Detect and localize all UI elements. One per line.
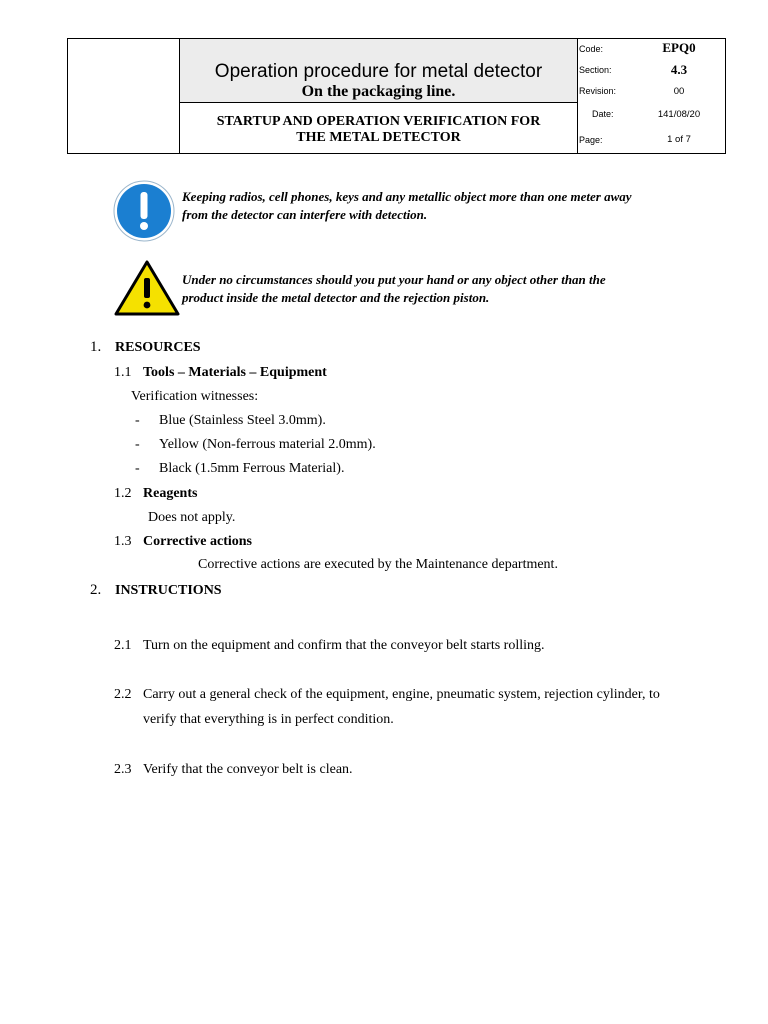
- meta-value: EPQ0: [662, 40, 696, 55]
- witness-item: Black (1.5mm Ferrous Material).: [159, 461, 345, 476]
- notice-info: [112, 180, 732, 242]
- info-exclamation-icon: [112, 180, 176, 242]
- subsection-number: 1.1: [114, 365, 132, 380]
- notice-warning: [112, 258, 732, 316]
- reagents-text: Does not apply.: [148, 510, 236, 525]
- section-number: 2.: [90, 582, 102, 598]
- meta-code: [578, 39, 725, 62]
- meta-revision: [578, 83, 725, 106]
- notice-line: from the detector can interfere with detection.: [182, 207, 428, 222]
- notice-line: Keeping radios, cell phones, keys and any metallic object more than one meter away: [182, 189, 632, 204]
- notice-line: Under no circumstances should you put your hand or any object other than the: [182, 272, 606, 287]
- meta-value: 141/08/20: [657, 109, 701, 120]
- notice-line: product inside the metal detector and the rejection piston.: [182, 290, 490, 305]
- notice-info-text: [182, 188, 727, 224]
- subsection-heading-tools: Tools – Materials – Equipment: [143, 365, 327, 380]
- meta-label: Date:: [592, 109, 614, 119]
- section-heading-resources: RESOURCES: [115, 340, 201, 355]
- subsection-number: 1.3: [114, 534, 132, 549]
- section-heading-instructions: INSTRUCTIONS: [115, 583, 222, 598]
- corrective-text: Corrective actions are executed by the Maintenance department.: [198, 557, 558, 572]
- meta-section: [578, 60, 725, 83]
- meta-date: [578, 107, 725, 130]
- document-title: Operation procedure for metal detector: [214, 61, 543, 82]
- witness-item: Blue (Stainless Steel 3.0mm).: [159, 413, 326, 428]
- document-header: [67, 38, 726, 154]
- logo-cell: [68, 39, 180, 153]
- meta-value: 00: [673, 86, 685, 97]
- bullet-marker: -: [135, 437, 140, 452]
- step-number: 2.1: [114, 638, 132, 653]
- notice-warning-text: [182, 271, 727, 307]
- subject-line-1: STARTUP AND OPERATION VERIFICATION FOR: [216, 114, 541, 129]
- witness-item: Yellow (Non-ferrous material 2.0mm).: [159, 437, 376, 452]
- step-number: 2.2: [114, 687, 132, 702]
- meta-value: 1 of 7: [667, 134, 691, 145]
- step-text: Verify that the conveyor belt is clean.: [143, 762, 353, 777]
- title-cell: [180, 39, 578, 103]
- meta-label: Revision:: [579, 86, 617, 96]
- step-text: Carry out a general check of the equipment, engine, pneumatic system, rejection cylinder, to: [143, 687, 660, 702]
- section-number: 1.: [90, 339, 102, 355]
- meta-label: Section:: [579, 65, 612, 75]
- meta-label: Page:: [579, 135, 603, 145]
- warning-triangle-icon: [114, 260, 180, 316]
- bullet-marker: -: [135, 461, 140, 476]
- subsection-heading-corrective: Corrective actions: [143, 534, 252, 549]
- meta-value: 4.3: [670, 62, 688, 77]
- meta-page: [578, 131, 725, 154]
- witness-intro: Verification witnesses:: [131, 389, 259, 404]
- document-subject: [180, 103, 578, 153]
- subsection-number: 1.2: [114, 486, 132, 501]
- step-text: Turn on the equipment and confirm that the conveyor belt starts rolling.: [143, 638, 545, 653]
- bullet-marker: -: [135, 413, 140, 428]
- subject-line-2: THE METAL DETECTOR: [296, 130, 461, 145]
- document-subtitle: On the packaging line.: [301, 83, 456, 100]
- step-number: 2.3: [114, 762, 132, 777]
- step-text-continued: verify that everything is in perfect condition.: [143, 712, 394, 727]
- subsection-heading-reagents: Reagents: [143, 486, 198, 501]
- meta-label: Code:: [579, 44, 604, 54]
